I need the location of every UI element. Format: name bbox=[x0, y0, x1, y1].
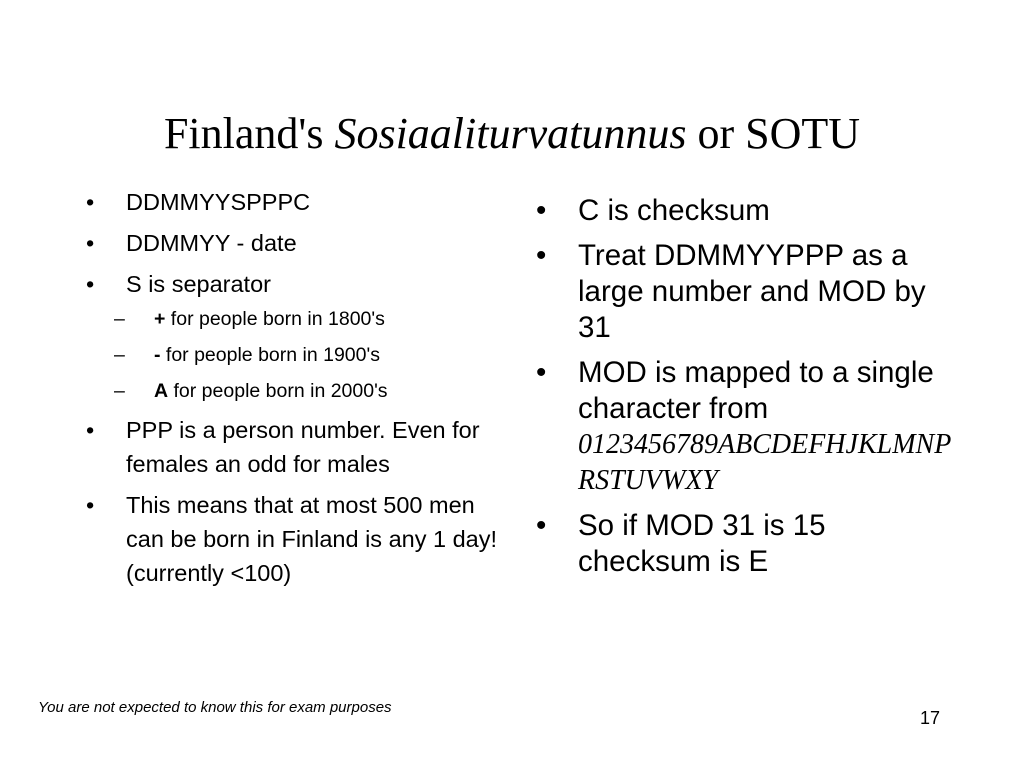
list-item bbox=[86, 185, 506, 219]
list-item-text: This means that at most 500 men can be born in Finland is any 1 day! (currently <100) bbox=[126, 492, 498, 586]
sub-list-item bbox=[114, 305, 506, 333]
bullet-icon: • bbox=[536, 239, 547, 272]
list-item bbox=[536, 355, 956, 499]
separator-symbol: - bbox=[154, 344, 161, 366]
list-item-text: C is checksum bbox=[578, 194, 770, 227]
separator-sub-list bbox=[114, 305, 506, 405]
title-text-start: Finland's bbox=[163, 109, 335, 158]
list-item bbox=[86, 413, 506, 481]
bullet-icon: • bbox=[86, 230, 95, 256]
footnote: You are not expected to know this for exam purposes bbox=[38, 699, 392, 716]
list-item-text: PPP is a person number. Even for females an odd for males bbox=[126, 417, 480, 477]
bullet-icon: • bbox=[86, 189, 95, 215]
dash-icon: – bbox=[114, 380, 125, 402]
dash-icon: – bbox=[114, 344, 125, 366]
separator-symbol: A bbox=[154, 380, 169, 402]
sub-list-item bbox=[114, 341, 506, 369]
sub-list-item-text: for people born in 1800's bbox=[165, 308, 385, 330]
list-item bbox=[536, 508, 956, 580]
list-item-text: MOD is mapped to a single character from bbox=[578, 356, 934, 425]
bullet-icon: • bbox=[86, 271, 95, 297]
list-item bbox=[86, 226, 506, 260]
right-bullet-list bbox=[536, 193, 956, 589]
bullet-icon: • bbox=[86, 492, 95, 518]
list-item bbox=[536, 193, 956, 229]
left-bullet-list bbox=[86, 185, 506, 597]
sub-list-item-text: for people born in 2000's bbox=[168, 380, 388, 402]
bullet-icon: • bbox=[86, 417, 95, 443]
page-number: 17 bbox=[919, 708, 940, 728]
bullet-icon: • bbox=[536, 509, 547, 542]
sub-list-item bbox=[114, 377, 506, 405]
checksum-character-set: 0123456789ABCDEFHJKLMNPRSTUVWXY bbox=[578, 429, 952, 496]
list-item-text: DDMMYY - date bbox=[126, 230, 297, 256]
slide-title bbox=[0, 104, 1024, 164]
list-item-text: S is separator bbox=[126, 271, 271, 297]
separator-symbol: + bbox=[154, 308, 166, 330]
sub-list-item-text: for people born in 1900's bbox=[160, 344, 380, 366]
list-item-text: Treat DDMMYYPPP as a large number and MOD by 31 bbox=[578, 239, 926, 344]
dash-icon: – bbox=[114, 308, 125, 330]
title-text-italic: Sosiaaliturvatunnus bbox=[334, 109, 687, 158]
list-item-text: DDMMYYSPPPC bbox=[126, 189, 311, 215]
list-item-text: So if MOD 31 is 15 checksum is E bbox=[578, 509, 826, 578]
list-item bbox=[86, 488, 506, 590]
bullet-icon: • bbox=[536, 194, 547, 227]
bullet-icon: • bbox=[536, 356, 547, 389]
list-item bbox=[536, 238, 956, 346]
list-item bbox=[86, 267, 506, 405]
title-text-end: or SOTU bbox=[686, 109, 861, 158]
